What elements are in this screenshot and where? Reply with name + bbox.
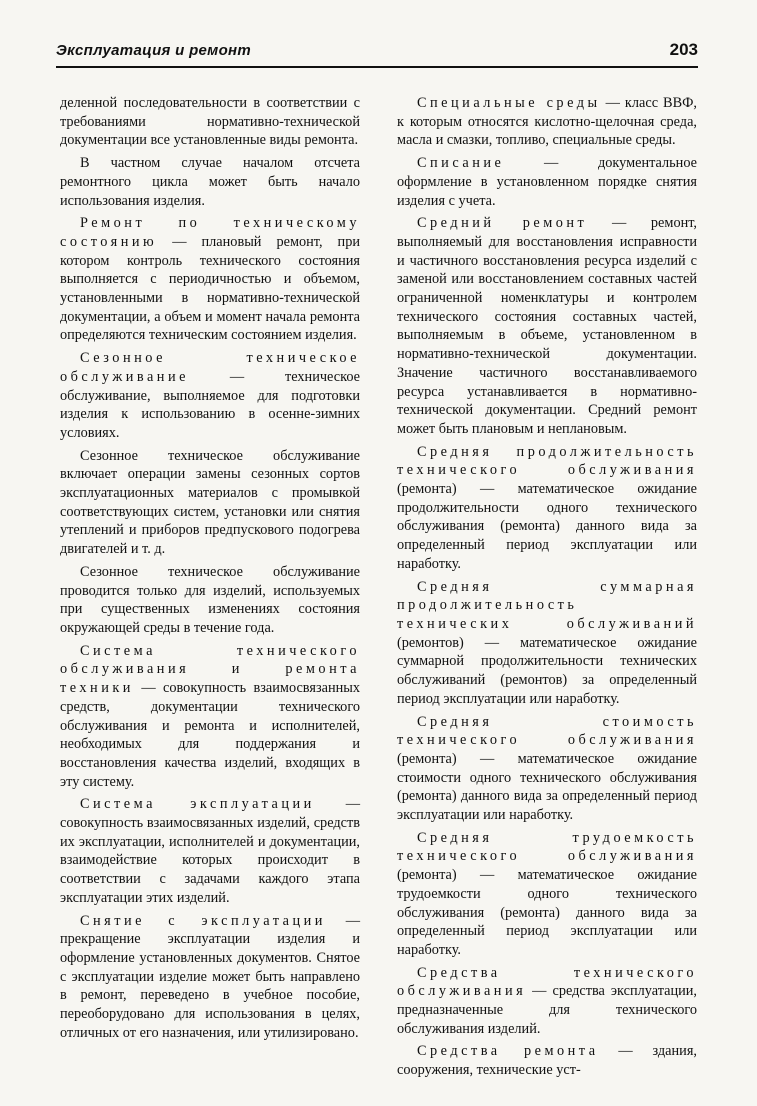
- term: Средства ремонта: [417, 1043, 599, 1060]
- paragraph: [60, 349, 360, 443]
- paragraph: [397, 154, 697, 210]
- definition: (ремонта) — математическое ожидание трудоемкости одного технического обслуживания (ремонта) данного вида за определенный период эксплуатации или наработку.: [397, 867, 697, 958]
- definition: — прекращение эксплуатации изделия и оформление установленных документов. Снятое с эксплуатации изделие может быть направлено в ремонт, переведено в учебное пособие, переоборудовано для использования в целях, отличных от его назначения, или утилизировано.: [60, 912, 360, 1041]
- left-column: [60, 94, 360, 1046]
- definition: В частном случае началом отсчета ремонтного цикла может быть начало использования изделия.: [60, 155, 360, 209]
- section-title: Эксплуатация и ремонт: [56, 42, 252, 59]
- term: Средняя стоимость технического обслуживания: [397, 713, 697, 749]
- definition: — документальное оформление в установленном порядке снятия изделия с учета.: [397, 155, 697, 209]
- definition: — техническое обслуживание, выполняемое для подготовки изделия к использованию в осенне-зимних условиях.: [60, 368, 360, 441]
- definition: Сезонное техническое обслуживание проводится только для изделий, используемых при существенных изменениях состояния окружающей среды в течение года.: [60, 563, 360, 636]
- definition: — совокупность взаимосвязанных изделий, средств их эксплуатации, исполнителей и документации, взаимодействие которых происходит в соответствии с задачами каждого этапа эксплуатации этих изделий.: [60, 796, 361, 906]
- term: Средний ремонт: [417, 215, 588, 232]
- definition: Сезонное техническое обслуживание включает операции замены сезонных сортов эксплуатационных материалов с промывкой соответствующих систем, установки или снятия утеплений и приборов предпускового подогрева двигателей и т. д.: [60, 447, 360, 558]
- page-number: 203: [669, 40, 698, 59]
- paragraph: [60, 154, 360, 210]
- paragraph: [60, 642, 360, 792]
- paragraph: [397, 443, 697, 574]
- term: Сезонное техническое обслуживание: [60, 350, 360, 385]
- paragraph: [60, 912, 360, 1043]
- definition: — средства эксплуатации, предназначенные для технического обслуживания изделий.: [397, 983, 697, 1037]
- definition: — здания, сооружения, технические уст-: [397, 1043, 697, 1079]
- paragraph: [397, 214, 697, 438]
- definition: — класс ВВФ, к которым относятся кислотно-щелочная среда, масла и смазки, топливо, специальные среды.: [397, 95, 697, 149]
- definition: — совокупность взаимосвязанных средств, документации технического обслуживания и ремонта и исполнителей, необходимых для поддержания и восстановления качества изделий, входящих в эту систему.: [60, 680, 360, 790]
- term: Снятие с эксплуатации: [80, 912, 326, 929]
- paragraph: [397, 1042, 697, 1079]
- paragraph: [60, 563, 360, 638]
- term: Специальные среды: [417, 95, 601, 111]
- paragraph: [397, 713, 697, 825]
- paragraph: [60, 214, 360, 345]
- running-header: [56, 40, 698, 68]
- definition: деленной последовательности в соответствии с требованиями нормативно-технической документации все установленные виды ремонта.: [60, 95, 360, 149]
- paragraph: [397, 964, 697, 1039]
- paragraph: [60, 94, 360, 150]
- definition: — ремонт, выполняемый для восстановления исправности и частичного восстановления ресурса изделий с заменой или восстановлением составных частей ограниченной номенклатуры и контролем технического состояния составных частей, выполняемым в объеме, установленном в нормативно-технической документации. Значение частичного восстанавливаемого ресурса устанавливается в нормативно-технической документации. Средний ремонт может быть плановым и неплановым.: [397, 215, 697, 437]
- definition: (ремонта) — математическое ожидание продолжительности одного технического обслуживания (ремонта) данного вида за определенный период эксплуатации или наработку.: [397, 481, 697, 572]
- term: Списание: [417, 155, 505, 172]
- definition: (ремонта) — математическое ожидание стоимости одного технического обслуживания (ремонта) данного вида за определенный период эксплуатации или наработку.: [397, 750, 697, 824]
- paragraph: [397, 578, 697, 709]
- paragraph: [60, 795, 360, 907]
- term: Ремонт по техническому состоянию: [60, 215, 360, 250]
- term: Средняя продолжительность технического обслуживания: [397, 443, 697, 479]
- paragraph: [397, 94, 697, 150]
- term: Средства технического обслуживания: [397, 964, 697, 1000]
- term: Система эксплуатации: [80, 796, 315, 813]
- definition: (ремонтов) — математическое ожидание суммарной продолжительности технических обслуживаний (ремонтов) за определенный период эксплуатации или наработку.: [397, 634, 697, 707]
- right-column: [397, 94, 697, 1084]
- definition: — плановый ремонт, при котором контроль технического состояния выполняется с периодичностью и объемом, установленными в нормативно-технической документации, а объем и момент начала ремонта определяются техническим состоянием изделия.: [60, 233, 360, 344]
- term: Средняя трудоемкость технического обслуживания: [397, 829, 697, 865]
- paragraph: [397, 829, 697, 960]
- term: Система технического обслуживания и ремонта техники: [60, 642, 360, 697]
- paragraph: [60, 447, 360, 559]
- term: Средняя суммарная продолжительность технических обслуживаний: [397, 578, 697, 632]
